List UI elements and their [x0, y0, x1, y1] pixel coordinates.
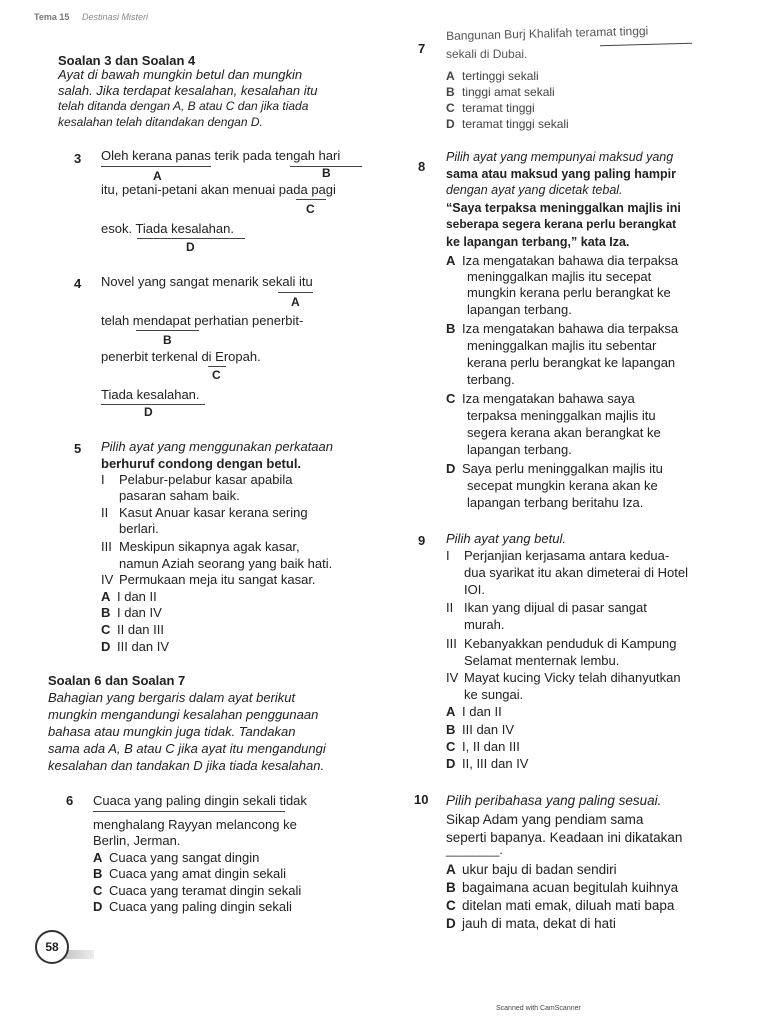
q9-item-4-roman: IV — [446, 670, 459, 685]
q10-option-b-text: bagaimana acuan begitulah kuihnya — [462, 880, 679, 895]
q6-option-d-text: Cuaca yang paling dingin sekali — [109, 899, 292, 914]
q3-label-a: A — [153, 169, 162, 183]
q6-option-a-letter: A — [93, 850, 103, 865]
q7-option-b-letter: B — [446, 85, 455, 99]
q5-item-3b: namun Aziah seorang yang baik hati. — [119, 556, 333, 571]
q8-stem-3: dengan ayat yang dicetak tebal. — [446, 183, 623, 197]
q8-option-a[interactable] — [446, 254, 678, 269]
section-3-4-instr-3: telah ditanda dengan A, B atau C dan jika tiada — [58, 99, 309, 113]
q6-option-d-letter: D — [93, 899, 103, 914]
section-3-4-instr-2: salah. Jika terdapat kesalahan, kesalahan itu — [58, 83, 318, 98]
q3-underline-c — [296, 199, 326, 200]
q8-option-d[interactable] — [446, 462, 663, 477]
q9-option-a-text: I dan II — [462, 704, 502, 719]
q5-item-1-text: Pelabur-pelabur kasar apabila — [119, 472, 293, 487]
q8-option-b-letter: B — [446, 321, 456, 336]
q7-option-a-letter: A — [446, 69, 455, 83]
q7-option-b-text: tinggi amat sekali — [462, 85, 555, 99]
q9-item-1 — [446, 549, 669, 564]
q8-option-d-letter: D — [446, 461, 456, 476]
q5-item-2-roman: II — [101, 505, 109, 520]
q8-stem-6: ke lapangan terbang,” kata Iza. — [446, 235, 630, 249]
q10-stem-1: Pilih peribahasa yang paling sesuai. — [446, 793, 662, 808]
q5-item-3-text: Meskipun sikapnya agak kasar, — [119, 539, 300, 554]
q8-stem-2: sama atau maksud yang paling hampir — [446, 167, 676, 181]
q9-option-c[interactable] — [446, 740, 520, 755]
q4-line-3: penerbit terkenal di Eropah. — [101, 349, 261, 364]
q9-item-2b: murah. — [464, 617, 505, 632]
q10-option-c-letter: C — [446, 898, 456, 913]
q6-option-c[interactable] — [93, 884, 301, 899]
section-6-7-instr-5: kesalahan dan tandakan D jika tiada kesalahan. — [48, 758, 325, 773]
q7-line-1: Bangunan Burj Khalifah teramat tinggi — [445, 23, 649, 43]
q8-option-c-text-3: segera kerana akan berangkat ke — [467, 425, 661, 440]
q9-item-3-text: Kebanyakkan penduduk di Kampung — [464, 636, 677, 651]
section-6-7-title: Soalan 6 dan Soalan 7 — [48, 673, 186, 688]
q9-number: 9 — [418, 533, 426, 548]
q5-option-b-text: I dan IV — [117, 605, 162, 620]
q8-option-d-text-1: Saya perlu meninggalkan majlis itu — [462, 461, 663, 476]
q5-option-d-text: III dan IV — [117, 639, 170, 654]
q3-line-1: Oleh kerana panas terik pada tengah hari — [101, 148, 341, 163]
header-subtitle: Destinasi Misteri — [82, 12, 149, 22]
q5-option-a[interactable] — [101, 590, 157, 605]
q4-number: 4 — [74, 276, 82, 291]
q9-item-1-roman: I — [446, 548, 450, 563]
q3-line-2: itu, petani-petani akan menuai pada pagi — [101, 182, 336, 197]
q10-option-a[interactable] — [446, 862, 617, 878]
q4-line-1: Novel yang sangat menarik sekali itu — [101, 274, 313, 289]
q4-line-2: telah mendapat perhatian penerbit- — [101, 313, 304, 328]
q3-underline-a — [101, 166, 211, 167]
q7-option-c-text: teramat tinggi — [462, 101, 535, 115]
page-number: 58 — [35, 930, 69, 964]
q9-item-2-roman: II — [446, 600, 454, 615]
scanner-footer: Scanned with CamScanner — [496, 1005, 581, 1012]
q10-option-b[interactable] — [446, 880, 678, 896]
q6-option-b-text: Cuaca yang amat dingin sekali — [109, 866, 287, 881]
q4-underline-d — [101, 404, 205, 405]
q6-option-c-letter: C — [93, 883, 103, 898]
q9-item-2-text: Ikan yang dijual di pasar sangat — [464, 600, 647, 615]
q5-item-1 — [101, 473, 292, 488]
q6-underline — [93, 811, 285, 812]
q9-item-3-roman: III — [446, 636, 457, 651]
q5-item-4-roman: IV — [101, 572, 114, 587]
q3-label-b: B — [322, 166, 331, 180]
q9-option-b[interactable] — [446, 723, 514, 738]
q8-option-b-text-1: Iza mengatakan bahawa dia terpaksa — [462, 321, 679, 336]
q4-label-a: A — [291, 295, 300, 309]
q4-line-4: Tiada kesalahan. — [101, 387, 200, 402]
q9-option-b-letter: B — [446, 722, 456, 737]
section-3-4-title: Soalan 3 dan Soalan 4 — [58, 53, 196, 68]
q10-option-d-letter: D — [446, 916, 456, 931]
q7-underline — [600, 43, 692, 46]
q10-option-c-text: ditelan mati emak, diluah mati bapa — [462, 898, 675, 913]
q5-option-c-text: II dan III — [117, 622, 164, 637]
q6-option-b[interactable] — [93, 867, 286, 882]
q5-stem-1: Pilih ayat yang menggunakan perkataan — [101, 439, 333, 454]
q5-item-2-text: Kasut Anuar kasar kerana sering — [119, 505, 308, 520]
q9-option-a-letter: A — [446, 704, 456, 719]
q8-option-b-text-3: kerana perlu berangkat ke lapangan — [467, 355, 676, 370]
q9-option-a[interactable] — [446, 705, 502, 720]
section-3-4-instr-1: Ayat di bawah mungkin betul dan mungkin — [58, 67, 303, 82]
q8-option-a-letter: A — [446, 253, 456, 268]
q6-option-b-letter: B — [93, 866, 103, 881]
q8-option-b[interactable] — [446, 322, 678, 337]
q8-option-b-text-4: terbang. — [467, 372, 515, 387]
section-6-7-instr-2: mungkin mengandungi kesalahan penggunaan — [48, 707, 319, 722]
q3-label-d: D — [186, 240, 195, 254]
q8-option-c[interactable] — [446, 392, 635, 407]
q7-option-c[interactable] — [446, 102, 535, 116]
q3-line-3: esok. Tiada kesalahan. — [101, 221, 234, 236]
q5-option-b[interactable] — [101, 606, 162, 621]
q10-blank: ________. — [446, 843, 503, 857]
section-6-7-instr-3: bahasa atau mungkin juga tidak. Tandakan — [48, 724, 296, 739]
q5-item-3-roman: III — [101, 539, 112, 554]
q8-option-c-letter: C — [446, 391, 456, 406]
q7-option-d-letter: D — [446, 117, 455, 131]
section-6-7-instr-4: sama ada A, B atau C jika ayat itu mengandungi — [48, 741, 326, 756]
q8-option-c-text-2: terpaksa meninggalkan majlis itu — [467, 408, 656, 423]
q5-option-d[interactable] — [101, 640, 169, 655]
q9-item-1c: IOI. — [464, 582, 485, 597]
q5-item-4 — [101, 573, 316, 588]
header-theme: Tema 15 — [34, 12, 70, 22]
q5-item-1b: pasaran saham baik. — [119, 488, 240, 503]
q9-item-4 — [446, 671, 681, 686]
q10-stem-3: seperti bapanya. Keadaan ini dikatakan — [446, 830, 683, 845]
q4-label-b: B — [163, 333, 172, 347]
q8-option-c-text-4: lapangan terbang. — [467, 442, 572, 457]
q6-option-a-text: Cuaca yang sangat dingin — [109, 850, 260, 865]
q6-number: 6 — [66, 793, 74, 808]
q9-item-3 — [446, 637, 677, 652]
q10-option-c[interactable] — [446, 898, 674, 914]
q7-number: 7 — [418, 41, 426, 56]
q9-item-4b: ke sungai. — [464, 687, 524, 702]
q10-number: 10 — [414, 792, 429, 807]
q7-option-b[interactable] — [446, 86, 555, 100]
q7-option-a-text: tertinggi sekali — [462, 69, 539, 83]
q10-option-d-text: jauh di mata, dekat di hati — [462, 916, 616, 931]
q6-option-d[interactable] — [93, 900, 292, 915]
q8-option-b-text-2: meninggalkan majlis itu sebentar — [467, 338, 657, 353]
q9-item-3b: Selamat menternak lembu. — [464, 653, 620, 668]
q10-option-d[interactable] — [446, 916, 616, 932]
q5-number: 5 — [74, 441, 82, 456]
q4-underline-c — [208, 366, 226, 367]
q5-option-c-letter: C — [101, 622, 111, 637]
q9-item-1-text: Perjanjian kerjasama antara kedua- — [464, 548, 670, 563]
q7-option-d-text: teramat tinggi sekali — [462, 117, 569, 131]
q10-option-b-letter: B — [446, 880, 456, 895]
q7-line-2: sekali di Dubai. — [446, 47, 528, 61]
q5-option-c[interactable] — [101, 623, 164, 638]
q4-underline-b — [136, 330, 199, 331]
q9-option-d-letter: D — [446, 756, 456, 771]
q8-number: 8 — [418, 159, 426, 174]
q9-option-b-text: III dan IV — [462, 722, 515, 737]
q9-stem: Pilih ayat yang betul. — [446, 531, 566, 546]
q9-option-c-text: I, II dan III — [462, 739, 520, 754]
q7-option-a[interactable] — [446, 70, 539, 84]
q6-line-3: Berlin, Jerman. — [93, 833, 181, 848]
section-3-4-instr-4: kesalahan telah ditandakan dengan D. — [58, 115, 263, 129]
q10-stem-2: Sikap Adam yang pendiam sama — [446, 812, 644, 827]
q4-underline-a — [278, 292, 313, 293]
q5-item-3 — [101, 540, 300, 555]
q8-option-a-text-3: mungkin kerana perlu berangkat ke — [467, 285, 671, 300]
q6-line-1: Cuaca yang paling dingin sekali tidak — [93, 793, 307, 808]
q3-number: 3 — [74, 151, 82, 166]
q6-option-a[interactable] — [93, 851, 259, 866]
section-6-7-instr-1: Bahagian yang bergaris dalam ayat berikut — [48, 690, 296, 705]
q9-item-1b: dua syarikat itu akan dimeterai di Hotel — [464, 565, 689, 580]
q5-item-1-roman: I — [101, 472, 105, 487]
q5-item-2b: berlari. — [119, 521, 159, 536]
q5-item-4-text: Permukaan meja itu sangat kasar. — [119, 572, 316, 587]
q5-item-2 — [101, 506, 308, 521]
q9-item-4-text: Mayat kucing Vicky telah dihanyutkan — [464, 670, 681, 685]
q6-option-c-text: Cuaca yang teramat dingin sekali — [109, 883, 302, 898]
q10-option-a-text: ukur baju di badan sendiri — [462, 862, 617, 877]
q5-option-a-text: I dan II — [117, 589, 157, 604]
q8-stem-4: “Saya terpaksa meninggalkan majlis ini — [446, 201, 681, 215]
q8-option-a-text-2: meninggalkan majlis itu secepat — [467, 269, 652, 284]
q4-label-c: C — [212, 368, 221, 382]
q5-option-a-letter: A — [101, 589, 111, 604]
q9-option-d[interactable] — [446, 757, 528, 772]
q9-option-d-text: II, III dan IV — [462, 756, 529, 771]
q10-option-a-letter: A — [446, 862, 456, 877]
q5-option-d-letter: D — [101, 639, 111, 654]
q7-option-d[interactable] — [446, 118, 569, 132]
q8-option-d-text-3: lapangan terbang beritahu Iza. — [467, 495, 644, 510]
q8-stem-5: seberapa segera kerana perlu berangkat — [446, 217, 677, 231]
q3-label-c: C — [306, 202, 315, 216]
q3-underline-d — [137, 238, 245, 239]
q6-line-2: menghalang Rayyan melancong ke — [93, 817, 297, 832]
q4-label-d: D — [144, 405, 153, 419]
q8-option-a-text-4: lapangan terbang. — [467, 302, 572, 317]
q9-option-c-letter: C — [446, 739, 456, 754]
q8-option-c-text-1: Iza mengatakan bahawa saya — [462, 391, 635, 406]
q8-option-d-text-2: secepat mungkin kerana akan ke — [467, 478, 658, 493]
q7-option-c-letter: C — [446, 101, 455, 115]
q8-stem-1: Pilih ayat yang mempunyai maksud yang — [446, 150, 674, 164]
q5-stem-2: berhuruf condong dengan betul. — [101, 456, 302, 471]
q5-option-b-letter: B — [101, 605, 111, 620]
q8-option-a-text-1: Iza mengatakan bahawa dia terpaksa — [462, 253, 679, 268]
q9-item-2 — [446, 601, 647, 616]
